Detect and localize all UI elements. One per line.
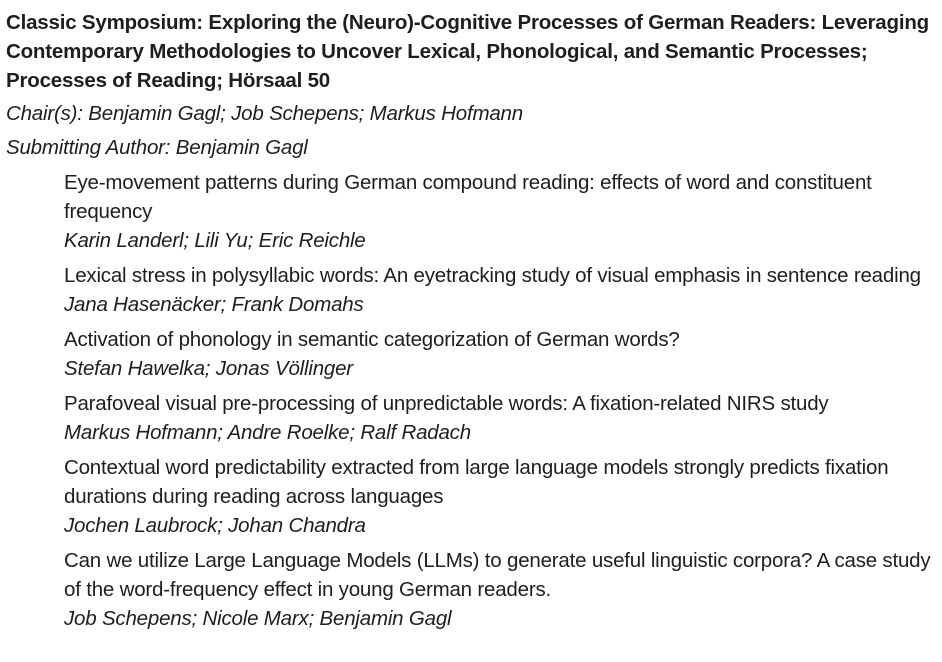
submitting-author: Submitting Author: Benjamin Gagl [6,136,308,159]
talk-item [64,325,936,383]
talk-item [64,453,936,540]
talk-authors: Markus Hofmann; Andre Roelke; Ralf Radach [64,421,471,444]
talk-title: Parafoveal visual pre-processing of unpredictable words: A fixation-related NIRS study [64,392,829,415]
talk-item [64,546,936,633]
talk-item [64,168,936,255]
talk-authors: Jochen Laubrock; Johan Chandra [64,514,366,537]
talk-authors: Stefan Hawelka; Jonas Völlinger [64,357,353,380]
talk-authors: Jana Hasenäcker; Frank Domahs [64,293,364,316]
talk-title: Can we utilize Large Language Models (LLMs) to generate useful linguistic corpora? A case study of the word-frequency effect in young German readers. [64,549,931,601]
talk-title: Lexical stress in polysyllabic words: An eyetracking study of visual emphasis in sentence reading [64,264,921,287]
talk-list [6,168,936,633]
talk-title: Activation of phonology in semantic categorization of German words? [64,328,680,351]
talk-title: Contextual word predictability extracted from large language models strongly predicts fixation durations during reading across languages [64,456,889,508]
session-chairs: Chair(s): Benjamin Gagl; Job Schepens; Markus Hofmann [6,102,523,125]
talk-item [64,389,936,447]
session-title: Classic Symposium: Exploring the (Neuro)-Cognitive Processes of German Readers: Leveraging Contemporary Methodologies to Uncover Lexical, Phonological, and Semantic Processes; Processes of Reading; Hörsaal 50 [6,11,929,92]
talk-authors: Karin Landerl; Lili Yu; Eric Reichle [64,229,366,252]
talk-title: Eye-movement patterns during German compound reading: effects of word and constituent frequency [64,171,872,223]
talk-authors: Job Schepens; Nicole Marx; Benjamin Gagl [64,607,452,630]
talk-item [64,261,936,319]
